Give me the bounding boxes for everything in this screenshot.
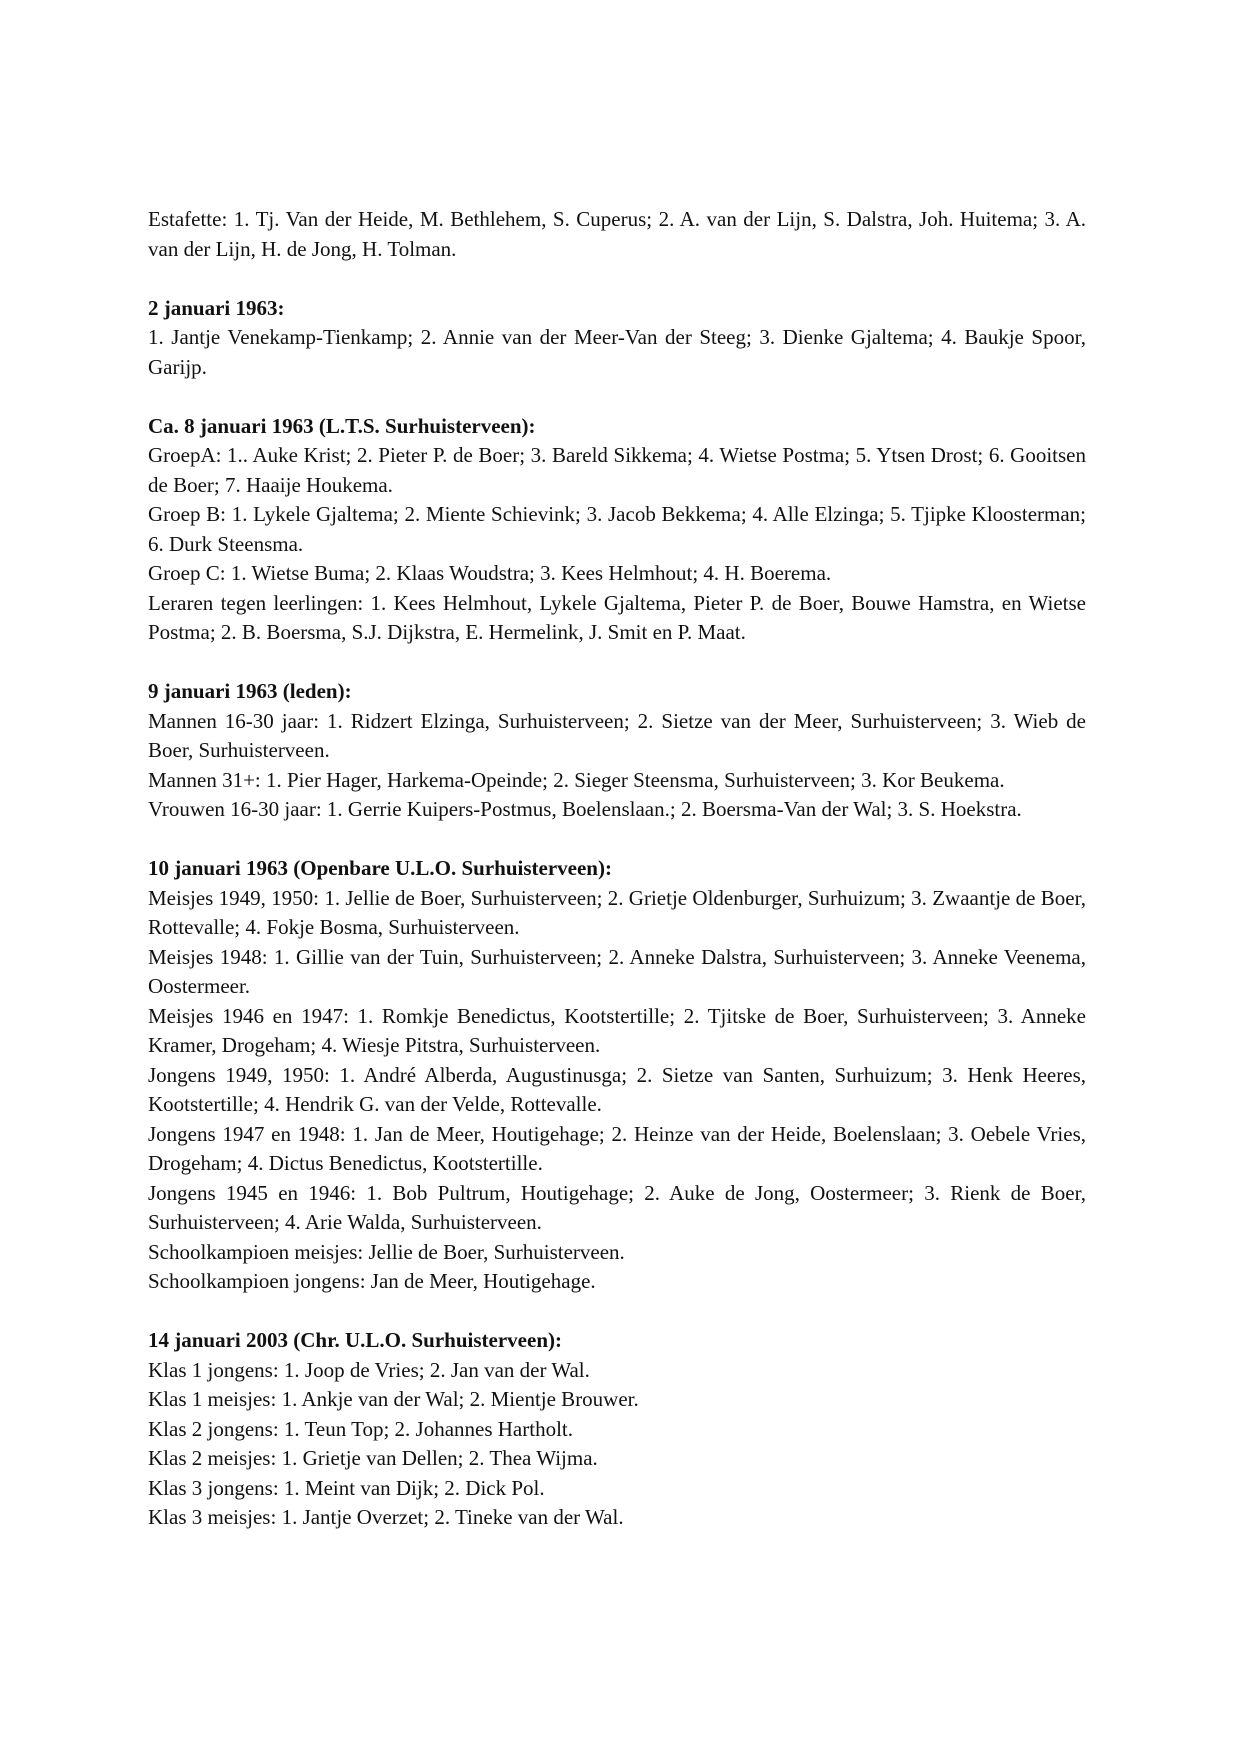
result-line: Schoolkampioen jongens: Jan de Meer, Houtigehage.: [148, 1269, 596, 1293]
result-line: Leraren tegen leerlingen: 1. Kees Helmhout, Lykele Gjaltema, Pieter P. de Boer, Bouwe Hamstra, en Wietse Postma; 2. B. Boersma, S.J. Dijkstra, E. Hermelink, J. Smit en P. Maat.: [148, 590, 1086, 644]
result-line: Meisjes 1948: 1. Gillie van der Tuin, Surhuisterveen; 2. Anneke Dalstra, Surhuisterveen; 3. Anneke Veenema, Oostermeer.: [148, 944, 1086, 998]
result-line: GroepA: 1.. Auke Krist; 2. Pieter P. de Boer; 3. Bareld Sikkema; 4. Wietse Postma; 5. Ytsen Drost; 6. Gooitsen de Boer; 7. Haaije Houkema.: [148, 443, 1086, 497]
result-line: Mannen 16-30 jaar: 1. Ridzert Elzinga, Surhuisterveen; 2. Sietze van der Meer, Surhuisterveen; 3. Wieb de Boer, Surhuisterveen.: [148, 708, 1086, 762]
section-heading: 14 januari 2003 (Chr. U.L.O. Surhuisterveen):: [148, 1328, 562, 1352]
section-2-januari-1963: [148, 294, 1086, 383]
result-line: Groep B: 1. Lykele Gjaltema; 2. Miente Schievink; 3. Jacob Bekkema; 4. Alle Elzinga; 5. Tjipke Kloosterman; 6. Durk Steensma.: [148, 502, 1086, 556]
result-line: Schoolkampioen meisjes: Jellie de Boer, Surhuisterveen.: [148, 1239, 625, 1264]
section-heading: 9 januari 1963 (leden):: [148, 679, 352, 703]
result-line: Klas 1 meisjes: 1. Ankje van der Wal; 2. Mientje Brouwer.: [148, 1387, 639, 1411]
result-line: Groep C: 1. Wietse Buma; 2. Klaas Woudstra; 3. Kees Helmhout; 4. H. Boerema.: [148, 561, 832, 585]
section-heading: Ca. 8 januari 1963 (L.T.S. Surhuisterveen):: [148, 413, 536, 438]
result-line: Jongens 1947 en 1948: 1. Jan de Meer, Houtigehage; 2. Heinze van der Heide, Boelenslaan; 3. Oebele Vries, Drogeham; 4. Dictus Benedictus, Kootstertille.: [148, 1121, 1086, 1175]
result-line: 1. Jantje Venekamp-Tienkamp; 2. Annie van der Meer-Van der Steeg; 3. Dienke Gjaltema; 4. Baukje Spoor, Garijp.: [148, 325, 1086, 379]
result-line: Mannen 31+: 1. Pier Hager, Harkema-Opeinde; 2. Sieger Steensma, Surhuisterveen; 3. Kor Beukema.: [148, 767, 1005, 792]
section-9-januari-1963: [148, 677, 1086, 825]
section-8-januari-1963: [148, 412, 1086, 648]
result-line: Estafette: 1. Tj. Van der Heide, M. Bethlehem, S. Cuperus; 2. A. van der Lijn, S. Dalstra, Joh. Huitema; 3. A. van der Lijn, H. de Jong, H. Tolman.: [148, 207, 1086, 261]
result-line: Klas 3 meisjes: 1. Jantje Overzet; 2. Tineke van der Wal.: [148, 1505, 624, 1529]
result-line: Vrouwen 16-30 jaar: 1. Gerrie Kuipers-Postmus, Boelenslaan.; 2. Boersma-Van der Wal; 3. S. Hoekstra.: [148, 797, 1022, 821]
result-line: Meisjes 1946 en 1947: 1. Romkje Benedictus, Kootstertille; 2. Tjitske de Boer, Surhuisterveen; 3. Anneke Kramer, Drogeham; 4. Wiesje Pitstra, Surhuisterveen.: [148, 1003, 1086, 1057]
section-10-januari-1963: [148, 854, 1086, 1297]
section-heading: 10 januari 1963 (Openbare U.L.O. Surhuisterveen):: [148, 856, 612, 880]
section-heading: 2 januari 1963:: [148, 295, 285, 320]
result-line: Klas 1 jongens: 1. Joop de Vries; 2. Jan van der Wal.: [148, 1357, 590, 1382]
result-line: Jongens 1949, 1950: 1. André Alberda, Augustinusga; 2. Sietze van Santen, Surhuizum; 3. Henk Heeres, Kootstertille; 4. Hendrik G. van der Velde, Rottevalle.: [148, 1062, 1086, 1116]
result-line: Jongens 1945 en 1946: 1. Bob Pultrum, Houtigehage; 2. Auke de Jong, Oostermeer; 3. Rienk de Boer, Surhuisterveen; 4. Arie Walda, Surhuisterveen.: [148, 1180, 1086, 1234]
document-page: [148, 205, 1086, 1562]
result-line: Klas 2 meisjes: 1. Grietje van Dellen; 2. Thea Wijma.: [148, 1446, 598, 1470]
section-14-januari-2003: [148, 1326, 1086, 1533]
result-line: Meisjes 1949, 1950: 1. Jellie de Boer, Surhuisterveen; 2. Grietje Oldenburger, Surhuizum; 3. Zwaantje de Boer, Rottevalle; 4. Fokje Bosma, Surhuisterveen.: [148, 885, 1086, 939]
result-line: Klas 2 jongens: 1. Teun Top; 2. Johannes Hartholt.: [148, 1416, 573, 1441]
section-estafette: [148, 205, 1086, 264]
result-line: Klas 3 jongens: 1. Meint van Dijk; 2. Dick Pol.: [148, 1475, 545, 1500]
